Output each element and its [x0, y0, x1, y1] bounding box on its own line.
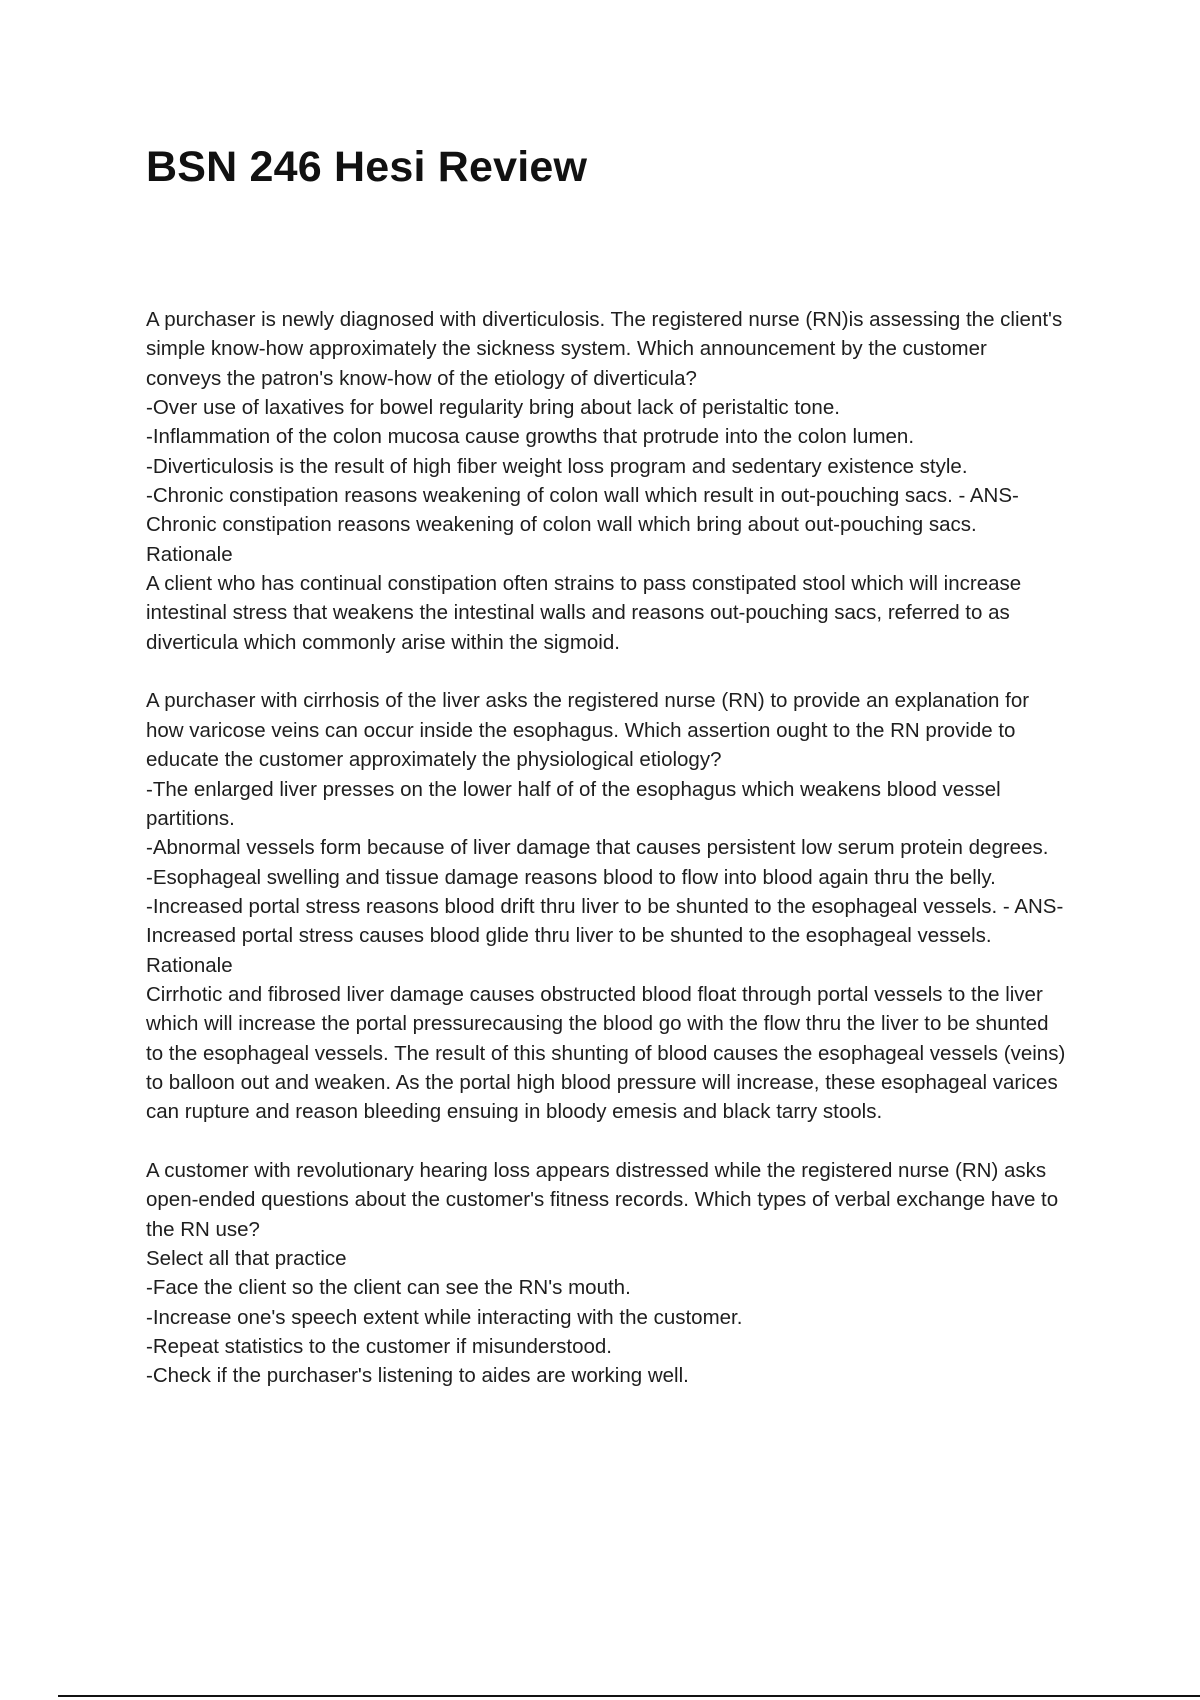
- answer-option: -The enlarged liver presses on the lower half of of the esophagus which weakens blood vessel partitions.: [146, 777, 1001, 830]
- question-stem: A purchaser with cirrhosis of the liver asks the registered nurse (RN) to provide an explanation for how varicose veins can occur inside the esophagus. Which assertion ought to the RN provide to educate the customer approximately the physiological etiology?: [146, 689, 1030, 772]
- question-stem: A customer with revolutionary hearing loss appears distressed while the registered nurse (RN) asks open-ended questions about the customer's fitness records. Which types of verbal exchange have to the RN use?: [146, 1158, 1059, 1241]
- answer-option: -Face the client so the client can see the RN's mouth.: [146, 1276, 631, 1300]
- answer-option: -Inflammation of the colon mucosa cause growths that protrude into the colon lumen.: [146, 425, 915, 449]
- answer-option: -Chronic constipation reasons weakening of colon wall which result in out-pouching sacs. - ANS-Chronic constipation reasons weakening of colon wall which bring about out-pouching sacs.: [146, 484, 1019, 537]
- rationale-text: Cirrhotic and fibrosed liver damage causes obstructed blood float through portal vessels to the liver which will increase the portal pressurecausing the blood go with the flow thru the liver to be shunted to the esophageal vessels. The result of this shunting of blood causes the esophageal vessels (veins) to balloon out and weaken. As the portal high blood pressure will increase, these esophageal varices can rupture and reason bleeding ensuing in bloody emesis and black tarry stools.: [146, 982, 1066, 1124]
- answer-option: -Diverticulosis is the result of high fiber weight loss program and sedentary existence style.: [146, 454, 968, 478]
- rationale-label: Rationale: [146, 542, 233, 566]
- rationale-label: Rationale: [146, 953, 233, 977]
- rationale-text: A client who has continual constipation often strains to pass constipated stool which will increase intestinal stress that weakens the intestinal walls and reasons out-pouching sacs, referred to as diverticula which commonly arise within the sigmoid.: [146, 572, 1022, 654]
- page-bottom-rule: [58, 1695, 1200, 1697]
- answer-option: -Abnormal vessels form because of liver damage that causes persistent low serum protein degrees.: [146, 836, 1049, 860]
- question-instruction: Select all that practice: [146, 1247, 347, 1270]
- question-stem: A purchaser is newly diagnosed with diverticulosis. The registered nurse (RN)is assessing the client's simple know-how approximately the sickness system. Which announcement by the customer conveys the patron's know-how of the etiology of diverticula?: [146, 308, 1063, 390]
- document-title: BSN 246 Hesi Review: [146, 143, 588, 191]
- answer-option: -Check if the purchaser's listening to aides are working well.: [146, 1364, 689, 1388]
- answer-option: -Increase one's speech extent while interacting with the customer.: [146, 1305, 743, 1329]
- question-block-1: [146, 305, 1066, 657]
- question-block-2: [146, 686, 1066, 1126]
- answer-option: -Increased portal stress reasons blood drift thru liver to be shunted to the esophageal vessels. - ANS-Increased portal stress causes blood glide thru liver to be shunted to the esophageal vessels.: [146, 894, 1064, 948]
- answer-option: -Repeat statistics to the customer if misunderstood.: [146, 1335, 613, 1359]
- question-block-3: [146, 1156, 1066, 1391]
- answer-option: -Esophageal swelling and tissue damage reasons blood to flow into blood again thru the belly.: [146, 865, 996, 889]
- document-body: [146, 305, 1066, 1420]
- answer-option: -Over use of laxatives for bowel regularity bring about lack of peristaltic tone.: [146, 396, 840, 420]
